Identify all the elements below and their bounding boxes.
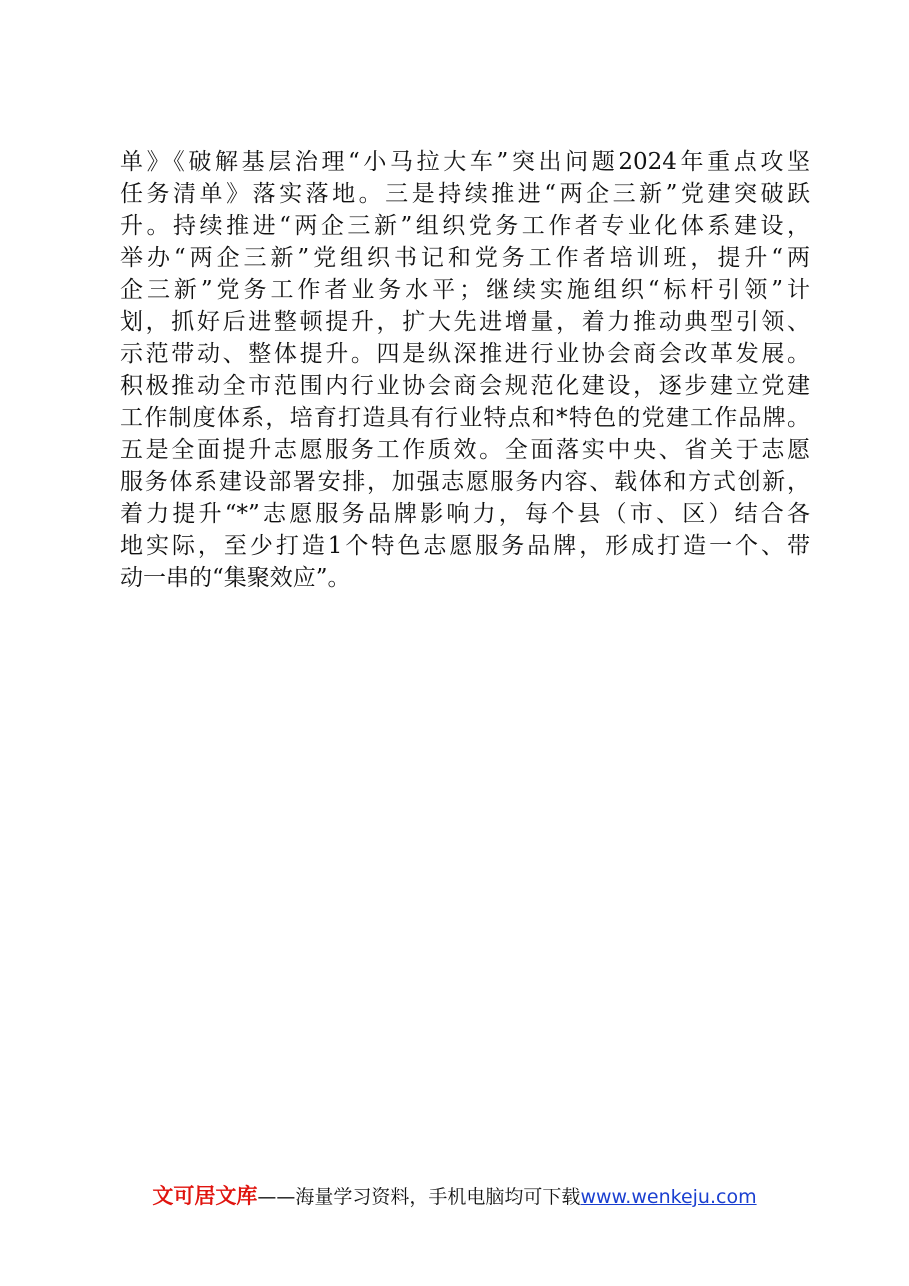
text-line: 升。持续推进“两企三新”组织党务工作者专业化体系建设， (120, 213, 810, 239)
text-line: 着力提升“*”志愿服务品牌影响力，每个县（市、区）结合各 (120, 501, 810, 527)
footer-website-link[interactable]: www.wenkeju.com (580, 1186, 757, 1208)
text-line: 积极推动全市范围内行业协会商会规范化建设，逐步建立党建 (120, 373, 810, 399)
text-line: 五是全面提升志愿服务工作质效。全面落实中央、省关于志愿 (120, 437, 810, 463)
body-text (120, 146, 810, 594)
text-line: 企三新”党务工作者业务水平；继续实施组织“标杆引领”计 (120, 277, 810, 303)
text-line: 地实际，至少打造1个特色志愿服务品牌，形成打造一个、带 (120, 533, 810, 559)
footer-banner (0, 1181, 909, 1212)
footer-tagline: ——海量学习资料，手机电脑均可下载 (257, 1186, 581, 1208)
text-line: 工作制度体系，培育打造具有行业特点和*特色的党建工作品牌。 (120, 405, 810, 431)
text-line: 单》《破解基层治理“小马拉大车”突出问题2024年重点攻坚 (120, 149, 810, 175)
text-line: 示范带动、整体提升。四是纵深推进行业协会商会改革发展。 (120, 341, 810, 367)
text-line: 举办“两企三新”党组织书记和党务工作者培训班，提升“两 (120, 245, 810, 271)
text-line: 划，抓好后进整顿提升，扩大先进增量，着力推动典型引领、 (120, 309, 810, 335)
text-line: 任务清单》落实落地。三是持续推进“两企三新”党建突破跃 (120, 181, 810, 207)
text-line: 服务体系建设部署安排，加强志愿服务内容、载体和方式创新， (120, 469, 810, 495)
text-line: 动一串的“集聚效应”。 (120, 565, 351, 591)
footer-brand: 文可居文库 (152, 1184, 258, 1208)
